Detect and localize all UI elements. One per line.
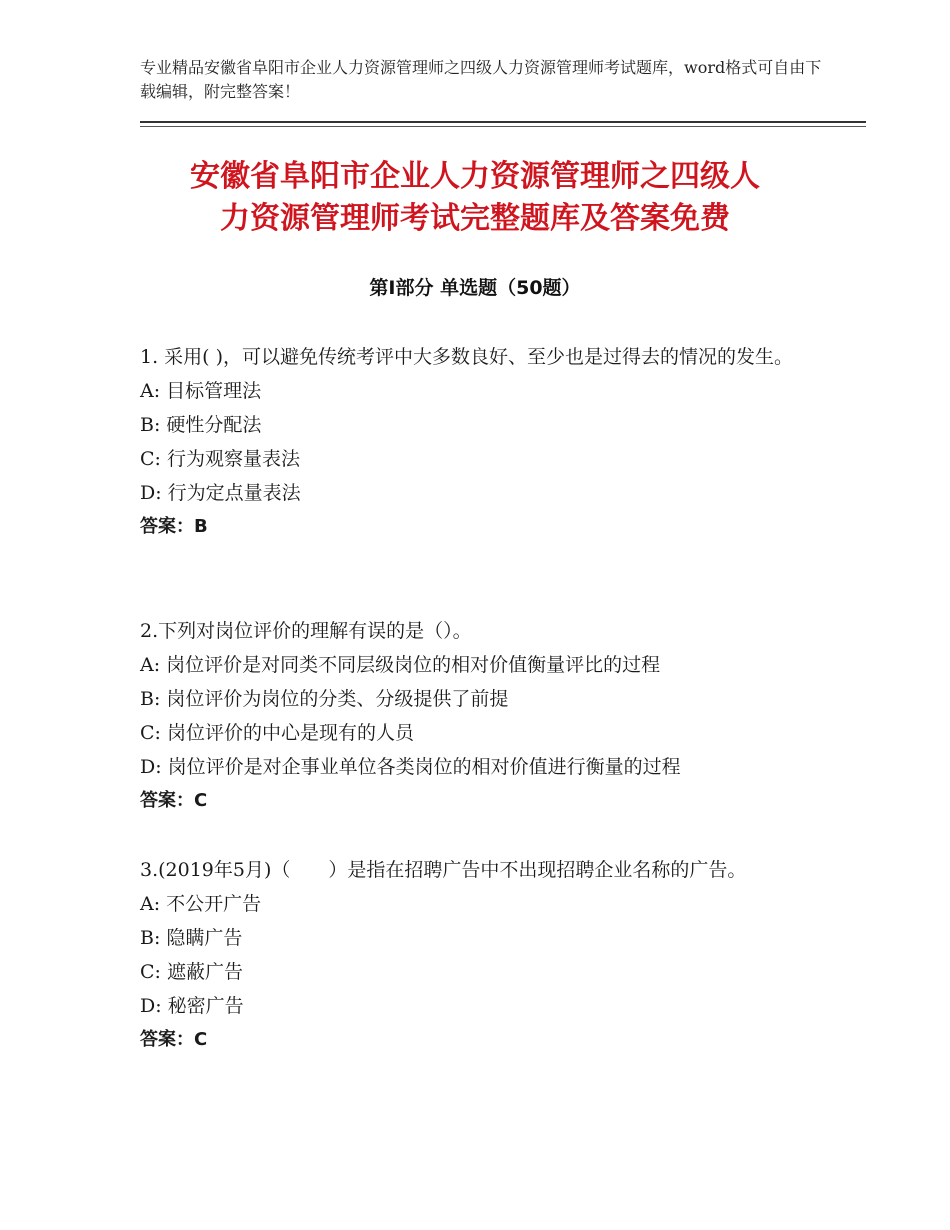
question-stem: 2.下列对岗位评价的理解有误的是（）。 <box>140 620 472 642</box>
option-c: C: 遮蔽广告 <box>140 961 243 983</box>
question-3 <box>140 853 820 1057</box>
option-c: C: 岗位评价的中心是现有的人员 <box>140 722 414 744</box>
option-a: A: 目标管理法 <box>140 380 262 402</box>
question-stem: 1. 采用( )，可以避免传统考评中大多数良好、至少也是过得去的情况的发生。 <box>140 346 794 368</box>
document-title <box>140 156 810 240</box>
answer: 答案：B <box>140 516 208 537</box>
option-b: B: 硬性分配法 <box>140 414 262 436</box>
question-1 <box>140 340 820 544</box>
document-title-line-1: 安徽省阜阳市企业人力资源管理师之四级人 <box>190 159 760 194</box>
answer: 答案：C <box>140 1029 208 1050</box>
option-d: D: 秘密广告 <box>140 995 244 1017</box>
option-c: C: 行为观察量表法 <box>140 448 300 470</box>
header-rule-thick <box>140 121 866 123</box>
option-b: B: 隐瞒广告 <box>140 927 243 949</box>
option-d: D: 岗位评价是对企事业单位各类岗位的相对价值进行衡量的过程 <box>140 756 681 778</box>
question-2 <box>140 614 820 818</box>
option-d: D: 行为定点量表法 <box>140 482 301 504</box>
header-rule-thin <box>140 126 866 127</box>
question-stem: 3.(2019年5月)（ ）是指在招聘广告中不出现招聘企业名称的广告。 <box>140 859 747 881</box>
section-title: 第Ⅰ部分 单选题（50题） <box>369 277 581 299</box>
answer: 答案：C <box>140 790 208 811</box>
header-note: 专业精品安徽省阜阳市企业人力资源管理师之四级人力资源管理师考试题库，word格式可自由下载编辑，附完整答案！ <box>140 58 822 101</box>
option-a: A: 岗位评价是对同类不同层级岗位的相对价值衡量评比的过程 <box>140 654 661 676</box>
document-title-line-2: 力资源管理师考试完整题库及答案免费 <box>220 201 730 236</box>
option-b: B: 岗位评价为岗位的分类、分级提供了前提 <box>140 688 509 710</box>
option-a: A: 不公开广告 <box>140 893 262 915</box>
